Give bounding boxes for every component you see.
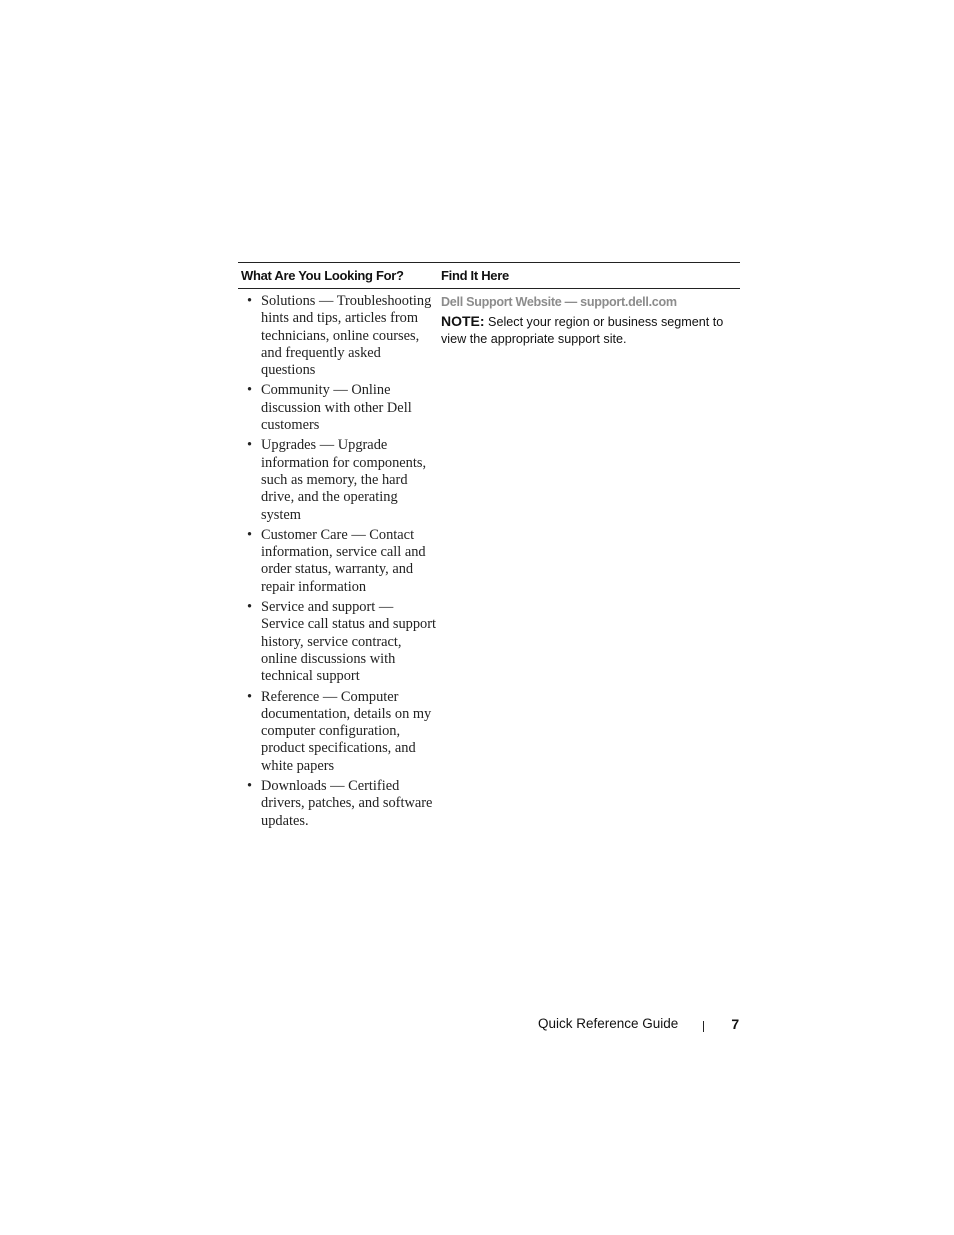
list-item-text: Upgrades — Upgrade information for components, such as memory, the hard drive, and the operating system	[261, 437, 427, 523]
bullet-icon: •	[247, 437, 253, 454]
looking-for-cell	[238, 293, 438, 833]
note-paragraph	[441, 313, 731, 348]
page-number: 7	[731, 1015, 740, 1032]
note-label: NOTE:	[441, 313, 485, 329]
header-looking-for: What Are You Looking For?	[241, 268, 404, 283]
bullet-icon: •	[247, 526, 253, 543]
support-website-link[interactable]: Dell Support Website — support.dell.com	[441, 295, 677, 309]
list-item-text: Reference — Computer documentation, details on my computer configuration, product specifications, and white papers	[261, 688, 432, 774]
list-item	[241, 437, 437, 523]
bullet-icon: •	[247, 778, 253, 795]
list-item	[241, 382, 437, 434]
list-item	[241, 689, 437, 775]
list-item-text: Downloads — Certified drivers, patches, and software updates.	[261, 778, 433, 829]
list-item-text: Solutions — Troubleshooting hints and tips, articles from technicians, online courses, and frequently asked questions	[261, 293, 432, 379]
footer-separator	[703, 1021, 704, 1032]
header-find-it-here: Find It Here	[441, 268, 509, 283]
list-item	[241, 599, 437, 685]
list-item-text: Customer Care — Contact information, service call and order status, warranty, and repair information	[261, 526, 426, 595]
table-header-row	[238, 263, 740, 288]
topic-list	[241, 293, 438, 830]
bullet-icon: •	[247, 599, 253, 616]
table-body-row	[238, 289, 740, 833]
list-item-text: Community — Online discussion with other Dell customers	[261, 382, 412, 434]
list-item-text: Service and support — Service call status and support history, service contract, online discussions with technical support	[261, 599, 437, 685]
find-it-here-cell	[438, 293, 740, 833]
guide-title: Quick Reference Guide	[538, 1016, 679, 1031]
bullet-icon: •	[247, 382, 253, 399]
page-footer	[538, 1015, 739, 1032]
list-item	[241, 527, 437, 596]
bullet-icon: •	[247, 293, 253, 309]
info-table	[238, 262, 740, 833]
list-item	[241, 293, 437, 379]
note-text: Select your region or business segment to view the appropriate support site.	[441, 315, 724, 346]
bullet-icon: •	[247, 688, 253, 705]
list-item	[241, 778, 437, 830]
